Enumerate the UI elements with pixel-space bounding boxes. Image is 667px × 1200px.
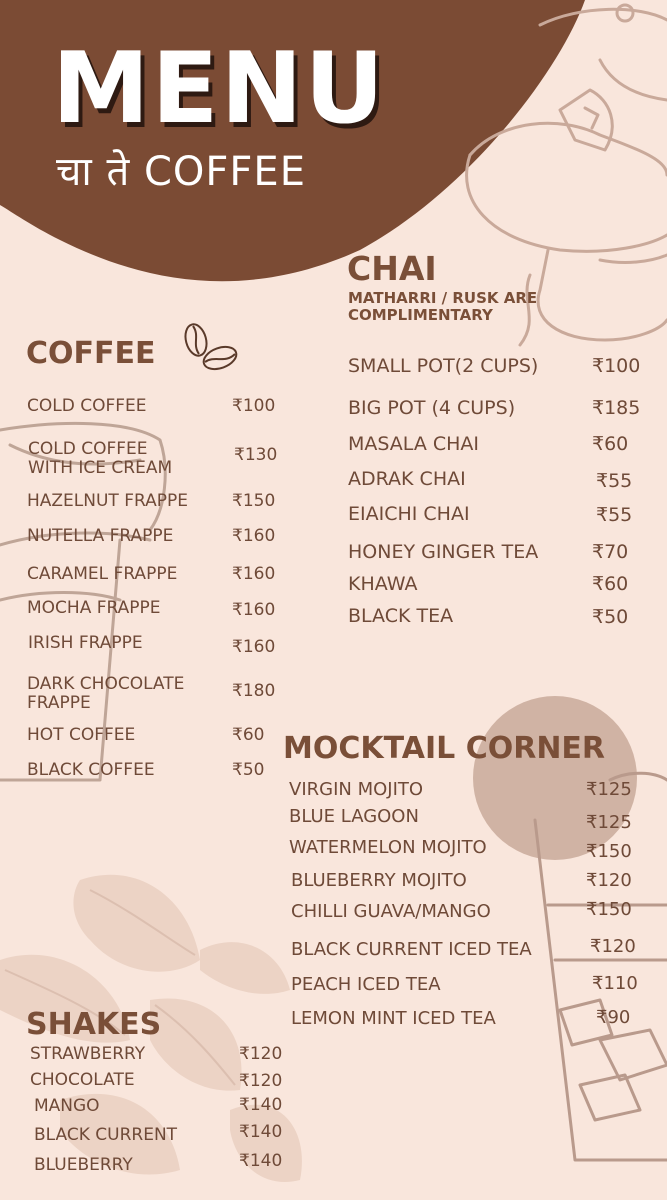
menu-item-name: BLACK CURRENT ICED TEA — [291, 939, 532, 960]
menu-item-name: BIG POT (4 CUPS) — [348, 397, 516, 419]
menu-item-price: ₹50 — [592, 606, 629, 628]
menu-item-name: LEMON MINT ICED TEA — [291, 1008, 496, 1029]
menu-item-price: ₹55 — [596, 470, 633, 492]
coffee-beans-icon — [180, 322, 240, 372]
page-title: MENU — [52, 32, 387, 146]
menu-item-price: ₹140 — [239, 1122, 283, 1142]
menu-item-name: CHOCOLATE — [30, 1070, 135, 1090]
menu-item-price: ₹120 — [590, 936, 636, 957]
menu-item-name: CHILLI GUAVA/MANGO — [291, 901, 491, 922]
menu-item-name: HONEY GINGER TEA — [348, 541, 539, 563]
menu-item-name: BLUEBERRY — [34, 1155, 133, 1175]
menu-item-price: ₹120 — [239, 1044, 283, 1064]
menu-item-price: ₹60 — [232, 725, 265, 745]
menu-item-name: BLACK COFFEE — [27, 760, 155, 780]
menu-item-name: BLUE LAGOON — [289, 806, 419, 827]
menu-item-price: ₹160 — [232, 637, 276, 657]
page-subtitle: चा ते COFFEE — [56, 149, 306, 195]
menu-item-price: ₹150 — [232, 491, 276, 511]
menu-item-name: NUTELLA FRAPPE — [27, 526, 174, 546]
menu-item-price: ₹55 — [596, 504, 633, 526]
menu-item-name: HOT COFFEE — [27, 725, 136, 745]
menu-item-name: WATERMELON MOJITO — [289, 837, 487, 858]
coffee-heading: COFFEE — [26, 336, 156, 371]
menu-item-price: ₹150 — [586, 899, 632, 920]
menu-item-name: STRAWBERRY — [30, 1044, 146, 1064]
menu-item-price: ₹90 — [596, 1007, 631, 1028]
menu-item-name: COLD COFFEE — [27, 396, 147, 416]
menu-item-price: ₹110 — [592, 973, 638, 994]
menu-item-name: BLACK TEA — [348, 605, 454, 627]
menu-item-price: ₹140 — [239, 1095, 283, 1115]
menu-item-price: ₹160 — [232, 526, 276, 546]
menu-item-name: SMALL POT(2 CUPS) — [348, 355, 539, 377]
menu-item-price: ₹125 — [586, 779, 632, 800]
menu-item-price: ₹150 — [586, 841, 632, 862]
menu-item-name: DARK CHOCOLATE FRAPPE — [27, 674, 185, 713]
menu-item-price: ₹100 — [232, 396, 276, 416]
menu-item-name: MASALA CHAI — [348, 433, 480, 455]
menu-item-price: ₹125 — [586, 812, 632, 833]
menu-item-price: ₹160 — [232, 600, 276, 620]
menu-item-price: ₹140 — [239, 1151, 283, 1171]
menu-item-name: BLUEBERRY MOJITO — [291, 870, 467, 891]
menu-item-price: ₹100 — [592, 355, 641, 377]
menu-item-name: EIAICHI CHAI — [348, 503, 470, 525]
menu-item-price: ₹120 — [586, 870, 632, 891]
menu-item-name: MOCHA FRAPPE — [27, 598, 161, 618]
menu-item-name: IRISH FRAPPE — [28, 633, 143, 653]
menu-item-name: PEACH ICED TEA — [291, 974, 441, 995]
menu-item-price: ₹60 — [592, 573, 629, 595]
menu-item-price: ₹160 — [232, 564, 276, 584]
menu-item-name: COLD COFFEE WITH ICE CREAM — [28, 439, 173, 478]
menu-item-price: ₹120 — [239, 1071, 283, 1091]
menu-item-price: ₹180 — [232, 681, 276, 701]
mocktail-heading: MOCKTAIL CORNER — [283, 731, 606, 766]
menu-item-price: ₹130 — [234, 445, 278, 465]
chai-note: MATHARRI / RUSK ARE COMPLIMENTARY — [348, 289, 538, 324]
menu-item-name: ADRAK CHAI — [348, 468, 466, 490]
shakes-heading: SHAKES — [26, 1007, 162, 1042]
menu-item-price: ₹60 — [592, 433, 629, 455]
menu-item-name: MANGO — [34, 1096, 100, 1116]
menu-item-name: BLACK CURRENT — [34, 1125, 178, 1145]
menu-item-price: ₹70 — [592, 541, 629, 563]
menu-item-name: HAZELNUT FRAPPE — [27, 491, 188, 511]
menu-item-name: KHAWA — [348, 573, 418, 595]
menu-item-name: CARAMEL FRAPPE — [27, 564, 178, 584]
menu-item-price: ₹185 — [592, 397, 641, 419]
menu-item-price: ₹50 — [232, 760, 265, 780]
chai-heading: CHAI — [347, 249, 437, 288]
menu-item-name: VIRGIN MOJITO — [289, 779, 424, 800]
